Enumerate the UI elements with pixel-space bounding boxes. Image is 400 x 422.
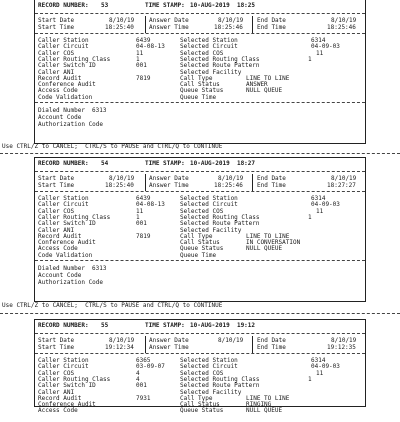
time-block bbox=[35, 16, 365, 34]
answer-date: 8/10/19 bbox=[218, 175, 244, 182]
caller-ani-label: Caller ANI bbox=[38, 388, 75, 396]
caller-cos-label: Caller COS bbox=[38, 49, 75, 57]
selected-circuit: 04-09-03 bbox=[311, 43, 340, 51]
caller-switch-id-label: Caller Switch ID bbox=[38, 382, 96, 390]
selected-facility-label: Selected Facility bbox=[180, 68, 242, 76]
queue-status-label: Queue Status bbox=[180, 407, 224, 415]
access-code-label: Access Code bbox=[38, 407, 78, 415]
selected-cos-label: Selected COS bbox=[180, 49, 224, 57]
time-stamp: 10-AUG-2019 19:12 bbox=[190, 322, 256, 329]
record-number-label: RECORD NUMBER: bbox=[38, 322, 89, 329]
caller-routing-class-label: Caller Routing Class bbox=[38, 213, 111, 221]
dialed-number-label: Dialed Number bbox=[38, 107, 85, 114]
selected-route-pattern-label: Selected Route Pattern bbox=[180, 220, 260, 228]
selected-station-label: Selected Station bbox=[180, 37, 238, 44]
access-code-label: Access Code bbox=[38, 87, 78, 95]
selected-circuit-label: Selected Circuit bbox=[180, 201, 238, 209]
account-code-label: Account Code bbox=[38, 272, 82, 279]
selected-cos-label: Selected COS bbox=[180, 207, 224, 215]
authorization-code-label: Authorization Code bbox=[38, 121, 104, 128]
selected-station: 6314 bbox=[311, 195, 326, 202]
call-record-53 bbox=[34, 0, 366, 144]
caller-routing-class: 4 bbox=[136, 375, 140, 383]
end-date-label: End Date bbox=[257, 17, 286, 24]
end-cell bbox=[253, 336, 365, 353]
end-date-label: End Date bbox=[257, 337, 286, 344]
call-type-label: Call Type bbox=[180, 74, 213, 82]
caller-switch-id-label: Caller Switch ID bbox=[38, 62, 96, 70]
end-time: 18:27:27 bbox=[327, 182, 356, 189]
dialed-number: 6313 bbox=[92, 265, 107, 272]
time-stamp-label: TIME STAMP: bbox=[145, 2, 185, 9]
selected-cos: 11 bbox=[316, 369, 324, 377]
start-time-label: Start Time bbox=[38, 182, 75, 189]
call-type-label: Call Type bbox=[180, 232, 213, 240]
start-cell bbox=[35, 336, 146, 353]
answer-time: 18:25:46 bbox=[214, 182, 243, 189]
time-block bbox=[35, 336, 365, 354]
call-status: RINGING bbox=[246, 401, 272, 409]
caller-routing-class: 1 bbox=[136, 213, 140, 221]
start-time-label: Start Time bbox=[38, 24, 75, 31]
selected-cos-label: Selected COS bbox=[180, 369, 224, 377]
time-stamp-label: TIME STAMP: bbox=[145, 322, 185, 329]
caller-switch-id: 001 bbox=[136, 220, 147, 228]
detail-block bbox=[35, 194, 365, 261]
selected-circuit-label: Selected Circuit bbox=[180, 43, 238, 51]
start-time-label: Start Time bbox=[38, 344, 75, 351]
call-status-label: Call Status bbox=[180, 81, 220, 89]
selected-routing-class: 1 bbox=[308, 55, 312, 63]
caller-routing-class-label: Caller Routing Class bbox=[38, 375, 111, 383]
record-number: 53 bbox=[101, 2, 109, 9]
selected-cos: 11 bbox=[316, 49, 324, 57]
caller-routing-class: 1 bbox=[136, 55, 140, 63]
answer-cell bbox=[146, 336, 253, 353]
caller-station: 6365 bbox=[136, 357, 151, 364]
answer-time-label: Answer Time bbox=[149, 24, 189, 31]
caller-routing-class-label: Caller Routing Class bbox=[38, 55, 111, 63]
code-validation-label: Code Validation bbox=[38, 93, 93, 101]
record-number-label: RECORD NUMBER: bbox=[38, 2, 89, 9]
time-stamp-label: TIME STAMP: bbox=[145, 160, 185, 167]
caller-circuit-label: Caller Circuit bbox=[38, 363, 89, 371]
queue-status-label: Queue Status bbox=[180, 87, 224, 95]
call-type-label: Call Type bbox=[180, 394, 213, 402]
authorization-code-label: Authorization Code bbox=[38, 279, 104, 286]
answer-date-label: Answer Date bbox=[149, 175, 189, 182]
caller-station: 6439 bbox=[136, 37, 151, 44]
time-stamp: 10-AUG-2019 18:25 bbox=[190, 2, 256, 9]
call-type: LINE TO LINE bbox=[246, 74, 290, 82]
record-number-label: RECORD NUMBER: bbox=[38, 160, 89, 167]
selected-facility-label: Selected Facility bbox=[180, 226, 242, 234]
start-date-label: Start Date bbox=[38, 337, 75, 344]
call-status-label: Call Status bbox=[180, 401, 220, 409]
control-message: Use CTRL/Z to CANCEL; CTRL/S to PAUSE and CTRL/Q to CONTINUE bbox=[2, 302, 223, 309]
queue-status: NULL QUEUE bbox=[246, 407, 283, 415]
selected-station-label: Selected Station bbox=[180, 357, 238, 364]
record-number: 55 bbox=[101, 322, 109, 329]
dial-block bbox=[35, 264, 365, 300]
end-date: 8/10/19 bbox=[331, 175, 357, 182]
divider bbox=[0, 313, 400, 314]
end-date-label: End Date bbox=[257, 175, 286, 182]
caller-cos: 11 bbox=[136, 207, 144, 215]
selected-facility-label: Selected Facility bbox=[180, 388, 242, 396]
selected-circuit: 04-09-03 bbox=[311, 201, 340, 209]
call-status-label: Call Status bbox=[180, 239, 220, 247]
queue-status: NULL QUEUE bbox=[246, 245, 283, 253]
start-date-label: Start Date bbox=[38, 17, 75, 24]
record-audit: 7931 bbox=[136, 394, 151, 402]
caller-switch-id: 001 bbox=[136, 382, 147, 390]
selected-routing-class: 1 bbox=[308, 375, 312, 383]
start-date: 8/10/19 bbox=[109, 17, 135, 24]
start-time: 19:12:34 bbox=[105, 344, 134, 351]
record-number: 54 bbox=[101, 160, 109, 167]
end-date: 8/10/19 bbox=[331, 17, 357, 24]
conference-audit-label: Conference Audit bbox=[38, 239, 96, 247]
selected-station-label: Selected Station bbox=[180, 195, 238, 202]
call-record-54 bbox=[34, 157, 366, 302]
call-record-55 bbox=[34, 319, 366, 415]
queue-time-label: Queue Time bbox=[180, 93, 217, 101]
caller-ani-label: Caller ANI bbox=[38, 68, 75, 76]
account-code-label: Account Code bbox=[38, 114, 82, 121]
record-audit: 7819 bbox=[136, 232, 151, 240]
end-cell bbox=[253, 174, 365, 191]
selected-route-pattern-label: Selected Route Pattern bbox=[180, 382, 260, 390]
answer-time-label: Answer Time bbox=[149, 344, 189, 351]
queue-time-label: Queue Time bbox=[180, 251, 217, 259]
start-date: 8/10/19 bbox=[109, 175, 135, 182]
start-cell bbox=[35, 16, 146, 33]
end-time-label: End Time bbox=[257, 182, 286, 189]
conference-audit-label: Conference Audit bbox=[38, 401, 96, 409]
caller-circuit: 03-09-07 bbox=[136, 363, 165, 371]
record-header bbox=[35, 158, 365, 172]
caller-station: 6439 bbox=[136, 195, 151, 202]
selected-cos: 11 bbox=[316, 207, 324, 215]
time-block bbox=[35, 174, 365, 192]
caller-switch-id-label: Caller Switch ID bbox=[38, 220, 96, 228]
record-audit-label: Record Audit bbox=[38, 232, 82, 240]
start-time: 18:25:40 bbox=[105, 182, 134, 189]
record-header bbox=[35, 0, 365, 14]
caller-station-label: Caller Station bbox=[38, 37, 89, 44]
caller-cos-label: Caller COS bbox=[38, 207, 75, 215]
selected-routing-class-label: Selected Routing Class bbox=[180, 55, 260, 63]
answer-time-label: Answer Time bbox=[149, 182, 189, 189]
caller-station-label: Caller Station bbox=[38, 357, 89, 364]
end-cell bbox=[253, 16, 365, 33]
record-audit: 7819 bbox=[136, 74, 151, 82]
call-type: LINE TO LINE bbox=[246, 394, 290, 402]
selected-station: 6314 bbox=[311, 37, 326, 44]
start-time: 18:25:40 bbox=[105, 24, 134, 31]
answer-time: 18:25:46 bbox=[214, 24, 243, 31]
answer-date-label: Answer Date bbox=[149, 337, 189, 344]
call-status: ANSWER bbox=[246, 81, 268, 89]
selected-circuit: 04-09-03 bbox=[311, 363, 340, 371]
selected-station: 6314 bbox=[311, 357, 326, 364]
start-date: 8/10/19 bbox=[109, 337, 135, 344]
caller-circuit: 04-08-13 bbox=[136, 43, 165, 51]
caller-cos: 11 bbox=[136, 49, 144, 57]
detail-block bbox=[35, 356, 365, 422]
record-audit-label: Record Audit bbox=[38, 74, 82, 82]
call-status: IN CONVERSATION bbox=[246, 239, 301, 247]
end-time: 19:12:35 bbox=[327, 344, 356, 351]
selected-circuit-label: Selected Circuit bbox=[180, 363, 238, 371]
dialed-number-label: Dialed Number bbox=[38, 265, 85, 272]
conference-audit-label: Conference Audit bbox=[38, 81, 96, 89]
end-time-label: End Time bbox=[257, 24, 286, 31]
end-time-label: End Time bbox=[257, 344, 286, 351]
caller-circuit-label: Caller Circuit bbox=[38, 201, 89, 209]
call-type: LINE TO LINE bbox=[246, 232, 290, 240]
answer-date: 8/10/19 bbox=[218, 17, 244, 24]
selected-routing-class: 1 bbox=[308, 213, 312, 221]
record-audit-label: Record Audit bbox=[38, 394, 82, 402]
dial-block bbox=[35, 106, 365, 142]
time-stamp: 10-AUG-2019 18:27 bbox=[190, 160, 256, 167]
dialed-number: 6313 bbox=[92, 107, 107, 114]
record-header bbox=[35, 320, 365, 334]
answer-cell bbox=[146, 16, 253, 33]
answer-date: 8/10/19 bbox=[218, 337, 244, 344]
queue-status: NULL QUEUE bbox=[246, 87, 283, 95]
selected-route-pattern-label: Selected Route Pattern bbox=[180, 62, 260, 70]
caller-circuit-label: Caller Circuit bbox=[38, 43, 89, 51]
caller-cos: 4 bbox=[136, 369, 140, 377]
end-date: 8/10/19 bbox=[331, 337, 357, 344]
control-message: Use CTRL/Z to CANCEL; CTRL/S to PAUSE and CTRL/Q to CONTINUE bbox=[2, 143, 223, 150]
queue-status-label: Queue Status bbox=[180, 245, 224, 253]
answer-cell bbox=[146, 174, 253, 191]
code-validation-label: Code Validation bbox=[38, 251, 93, 259]
detail-block bbox=[35, 36, 365, 103]
caller-station-label: Caller Station bbox=[38, 195, 89, 202]
caller-ani-label: Caller ANI bbox=[38, 226, 75, 234]
divider bbox=[0, 153, 400, 154]
access-code-label: Access Code bbox=[38, 245, 78, 253]
selected-routing-class-label: Selected Routing Class bbox=[180, 213, 260, 221]
end-time: 18:25:46 bbox=[327, 24, 356, 31]
selected-routing-class-label: Selected Routing Class bbox=[180, 375, 260, 383]
start-date-label: Start Date bbox=[38, 175, 75, 182]
caller-switch-id: 001 bbox=[136, 62, 147, 70]
caller-circuit: 04-08-13 bbox=[136, 201, 165, 209]
answer-date-label: Answer Date bbox=[149, 17, 189, 24]
start-cell bbox=[35, 174, 146, 191]
caller-cos-label: Caller COS bbox=[38, 369, 75, 377]
